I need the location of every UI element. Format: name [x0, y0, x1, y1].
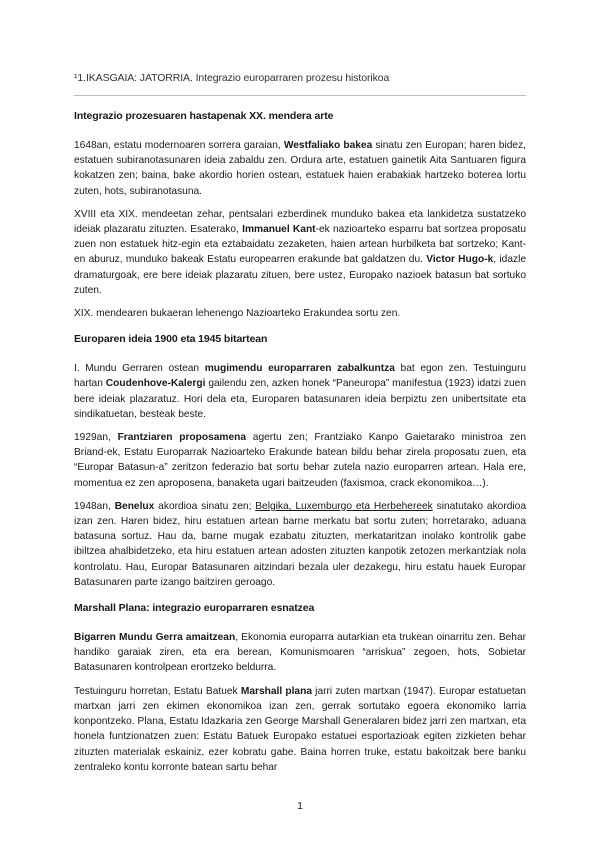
page-number: 1 [297, 800, 303, 812]
section-heading: Europaren ideia 1900 eta 1945 bitartean [74, 333, 268, 346]
paragraph [74, 361, 526, 422]
text-run: akordioa sinatu zen; [154, 500, 256, 512]
section-integrazio-hastapenak [74, 110, 526, 321]
bold-term: Victor Hugo-k [426, 254, 494, 266]
paragraph [74, 684, 526, 775]
text-run: , idazle dramaturgoak, ere bere ideiak plazaratu zituen, bere ustez, Europako nazioek batasun bat sortuko zuten. [74, 254, 527, 296]
text-run: -ek nazioarteko esparru bat sortzea proposatu zuen non estatuek hitz-egin eta eztabaidatu zezaketen, haien artean hurbilketa bat sortzeko; Kant-en aburuz, munduko bakeak Estatu europearren erakunde bat galdatzen du. [74, 224, 526, 266]
text-run: XIX. mendearen bukaeran lehenengo Nazioarteko Erakundea sortu zen. [74, 308, 401, 320]
section-heading: Integrazio prozesuaren hastapenak XX. mendera arte [74, 110, 334, 122]
bold-term: mugimendu europarraren zabalkuntza [204, 363, 395, 375]
bold-term: Westfaliako bakea [283, 140, 373, 151]
text-run: Testuinguru horretan, Estatu Batuek [74, 685, 241, 697]
document-body [74, 110, 526, 783]
text-run: bat egon zen. Testuinguru hartan [74, 363, 527, 390]
text-run: jarri zuten martxan (1947). Europar estatuetan martxan jarri zen ekimen ekonomikoa izan zen, gerrak sortutako egoera ekonomiko larria konpontzeko. Plana, Estatu Idazkaria zen George Marshall Generalaren bidez jarri zen martxan, eta honela funtzionatzen zuen: Estatu Batuek Europako estatuei esportazioak egiten zizkieten behar zituzten materialak eskainiz, ezer kobratu gabe. Baina horren truke, estatu bakoitzak bere banku zentraleko kontu korronte batean sartu behar [74, 685, 526, 773]
text-run: 1929an, [74, 432, 118, 444]
underlined-term: Belgika, Luxemburgo eta Herbehereek [255, 500, 433, 512]
paragraph [74, 306, 526, 321]
bold-term: Frantziaren proposamena [117, 432, 247, 444]
text-run: sinatu zen Europan; haren bidez, estatuen subiranotasunaren ideia zabaldu zen. Ordura arte, estatuen gainetik Aita Santuaren figura kokatzen zen; baina, bake akordio horien ostean, estatuek haien erabakiak hartzeko boterea lortu zuten, hots, subiranotasuna. [74, 140, 526, 197]
bold-term: Bigarren Mundu Gerra amaitzean [74, 632, 236, 644]
text-run: sinatutako akordioa izan zen. Haren bidez, hiru estatuen artean barne merkatu bat sortu zuten; horretarako, aduana batasuna sortuz. Hau da, barne mugak ezabatu zituzten, merkataritzan inolako kontrolik gabe ibiltzea ahalbidetzeko, eta hiru estatuen artean adosten zituzten kanpotik zetozen merkantziak nola kontrolatu. Hau, Europar Batasunaren aitzindari bezala uler dezakegu, hiru estatu hauek Europar Batasunaren parte izango baitziren geroago. [74, 500, 526, 588]
bold-term: Coudenhove-Kalergi [105, 378, 206, 390]
paragraph [74, 138, 526, 199]
header-divider [74, 95, 526, 96]
page-header: ¹1.IKASGAIA: JATORRIA. Integrazio europarraren prozesu historikoa [74, 72, 390, 84]
text-run: agertu zen; Frantziako Kanpo Gaietarako ministroa zen Briand-ek, Estatu Europarrak Nazioarteko Erakunde batean bildu behar zirela proposatu zuen, eta “Europar Batasun-a” zeritzon federazio bat sortu behar zutela nazio europarren artean. Hala ere, momentua ez zen aproposena, banaketa ugari baitzeuden (faxismoa, crack ekonomikoa…). [74, 432, 527, 489]
section-marshall-plana [74, 602, 526, 775]
text-run: , Ekonomia europarra autarkian eta trukean oinarritu zen. Behar handiko garaiak ziren, eta era berean, Komunismoaren “arriskua” zegoen, hots, Sobietar Batasunaren kontrolpean erortzeko beldurra. [74, 632, 527, 674]
text-run: XVIII eta XIX. mendeetan zehar, pentsalari ezberdinek munduko bakea eta lankidetza sustatzeko ideiak plazaratu zituzten. Esaterako, [74, 208, 526, 236]
paragraph [74, 430, 526, 491]
paragraph [74, 207, 526, 298]
section-europaren-ideia [74, 333, 526, 590]
text-run: 1648an, estatu modernoaren sorrera garaian, [74, 140, 284, 151]
text-run: gailendu zen, azken honek “Paneuropa” manifestua (1923) idatzi zuen bere ideiak plazaratuz. Hori dela eta, Europaren batasunaren ideia berpiztu zen unibertsitate eta sindikatuetan, besteak beste. [74, 378, 527, 420]
paragraph [74, 499, 526, 590]
bold-term: Benelux [114, 500, 155, 512]
bold-term: Immanuel Kant [242, 224, 316, 236]
paragraph [74, 630, 526, 676]
section-heading: Marshall Plana: integrazio europarraren esnatzea [74, 602, 315, 615]
bold-term: Marshall plana [240, 685, 312, 697]
text-run: 1948an, [74, 500, 115, 512]
text-run: I. Mundu Gerraren ostean [74, 363, 205, 375]
